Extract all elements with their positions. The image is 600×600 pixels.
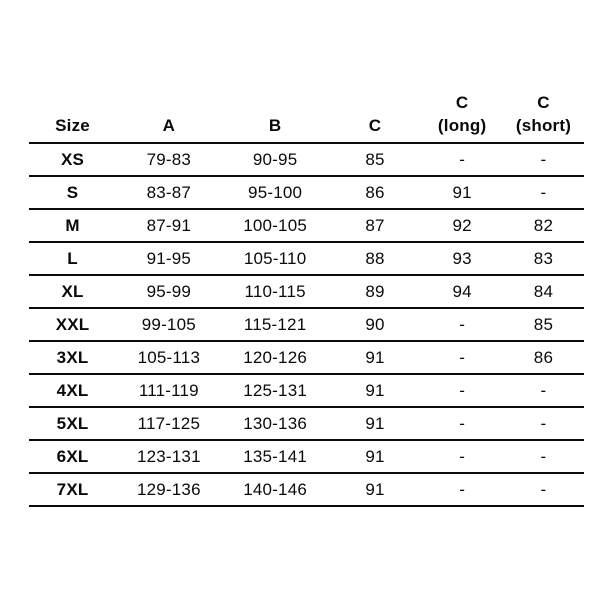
size-chart <box>29 81 584 507</box>
table-row <box>29 341 584 374</box>
measurement-cell: 91 <box>365 479 385 499</box>
column-header: C (short) <box>515 93 572 135</box>
measurement-cell: - <box>459 347 466 367</box>
table-row <box>29 407 584 440</box>
header-row <box>29 81 584 143</box>
measurement-cell: 84 <box>533 281 554 301</box>
measurement-cell: 91-95 <box>146 248 192 268</box>
measurement-cell: - <box>459 413 466 433</box>
measurement-cell: 86 <box>365 182 385 202</box>
measurement-cell: 130-136 <box>243 413 308 433</box>
size-chart-table <box>29 81 584 507</box>
measurement-cell: 91 <box>365 413 385 433</box>
measurement-cell: - <box>540 182 547 202</box>
table-row <box>29 242 584 275</box>
column-header: B <box>268 116 282 135</box>
measurement-cell: - <box>459 380 466 400</box>
measurement-cell: - <box>459 314 466 334</box>
measurement-cell: 89 <box>365 281 385 301</box>
measurement-cell: 92 <box>452 215 472 235</box>
measurement-cell: 95-99 <box>146 281 192 301</box>
measurement-cell: 79-83 <box>146 149 192 169</box>
size-label-cell: XL <box>61 281 84 301</box>
measurement-cell: 83-87 <box>146 182 192 202</box>
measurement-cell: 110-115 <box>244 281 306 301</box>
column-header: Size <box>55 116 90 135</box>
measurement-cell: 85 <box>365 149 385 169</box>
size-label-cell: 7XL <box>56 479 89 499</box>
size-label-cell: S <box>66 182 79 202</box>
table-body <box>29 143 584 506</box>
measurement-cell: 87-91 <box>146 215 192 235</box>
size-label-cell: XS <box>61 149 85 169</box>
column-header: C (long) <box>437 93 487 135</box>
measurement-cell: 105-113 <box>137 347 201 367</box>
size-label-cell: XXL <box>55 314 90 334</box>
measurement-cell: 94 <box>452 281 472 301</box>
measurement-cell: 85 <box>533 314 554 334</box>
measurement-cell: 140-146 <box>243 479 308 499</box>
measurement-cell: 86 <box>533 347 554 367</box>
table-row <box>29 374 584 407</box>
measurement-cell: 120-126 <box>243 347 308 367</box>
table-row <box>29 143 584 176</box>
column-header: C <box>368 116 382 135</box>
measurement-cell: 82 <box>533 215 554 235</box>
measurement-cell: - <box>540 413 547 433</box>
measurement-cell: 93 <box>452 248 472 268</box>
measurement-cell: 83 <box>533 248 554 268</box>
table-row <box>29 176 584 209</box>
measurement-cell: 88 <box>365 248 385 268</box>
measurement-cell: 135-141 <box>243 446 308 466</box>
table-row <box>29 440 584 473</box>
measurement-cell: 87 <box>365 215 385 235</box>
column-header: A <box>162 116 176 135</box>
measurement-cell: 91 <box>365 446 385 466</box>
size-label-cell: M <box>65 215 80 235</box>
measurement-cell: 91 <box>365 347 385 367</box>
measurement-cell: 111-119 <box>138 380 199 400</box>
measurement-cell: - <box>459 479 466 499</box>
measurement-cell: 91 <box>365 380 385 400</box>
measurement-cell: 105-110 <box>243 248 307 268</box>
table-header <box>29 81 584 143</box>
measurement-cell: 91 <box>452 182 472 202</box>
measurement-cell: 117-125 <box>137 413 201 433</box>
table-row <box>29 275 584 308</box>
measurement-cell: 115-121 <box>243 314 307 334</box>
measurement-cell: - <box>459 446 466 466</box>
size-label-cell: 3XL <box>56 347 89 367</box>
measurement-cell: - <box>459 149 466 169</box>
measurement-cell: - <box>540 446 547 466</box>
measurement-cell: - <box>540 479 547 499</box>
table-row <box>29 473 584 506</box>
table-row <box>29 209 584 242</box>
measurement-cell: 90-95 <box>252 149 298 169</box>
measurement-cell: - <box>540 149 547 169</box>
measurement-cell: 99-105 <box>141 314 196 334</box>
size-label-cell: 4XL <box>56 380 89 400</box>
measurement-cell: 90 <box>365 314 385 334</box>
size-label-cell: 5XL <box>56 413 89 433</box>
measurement-cell: - <box>540 380 547 400</box>
measurement-cell: 125-131 <box>243 380 308 400</box>
measurement-cell: 123-131 <box>136 446 201 466</box>
measurement-cell: 95-100 <box>248 182 303 202</box>
size-label-cell: 6XL <box>56 446 89 466</box>
size-label-cell: L <box>67 248 78 268</box>
measurement-cell: 100-105 <box>243 215 308 235</box>
table-row <box>29 308 584 341</box>
measurement-cell: 129-136 <box>136 479 201 499</box>
